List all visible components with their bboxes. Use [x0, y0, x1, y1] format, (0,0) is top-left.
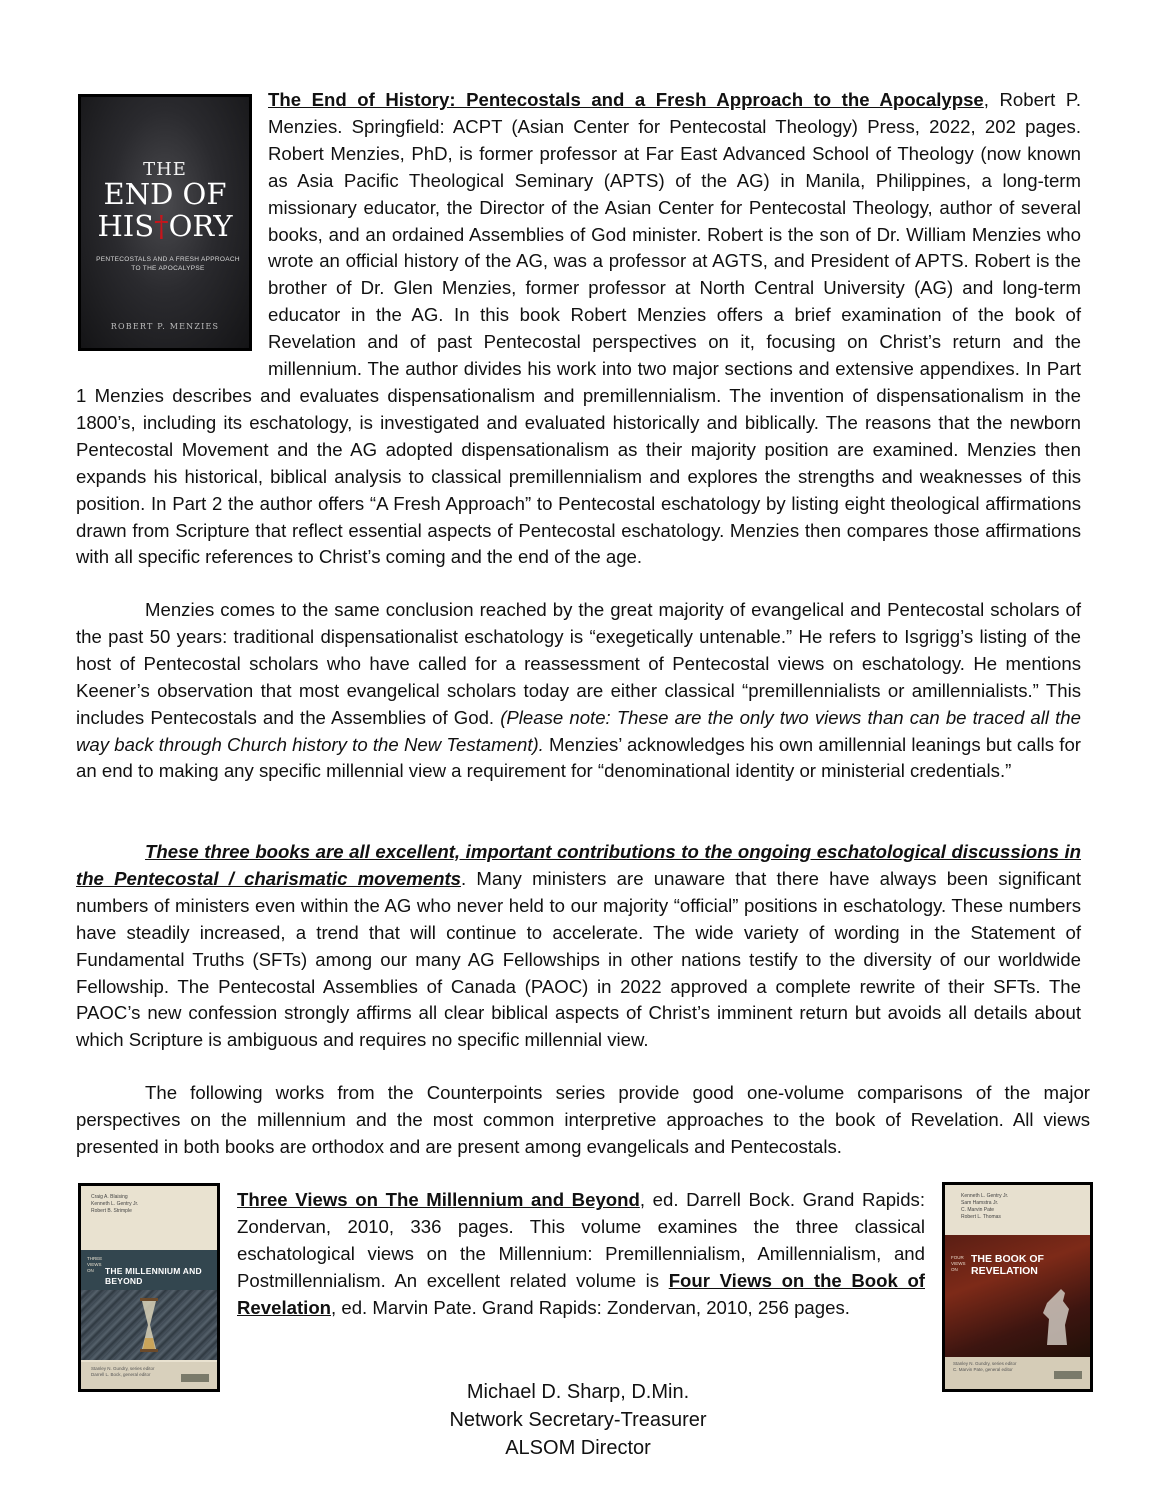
- horse-icon: [1035, 1285, 1075, 1345]
- signature-role2: ALSOM Director: [505, 1437, 651, 1459]
- cover-contributors: Craig A. Blaising Kenneth L. Gentry Jr. Robert B. Strimple: [91, 1194, 139, 1214]
- cover-editors: Stanley N. Gundry, series editor Darrell L. Bock, general editor: [91, 1366, 155, 1377]
- cover-series-label: FOUR VIEWS ON: [951, 1255, 966, 1272]
- summary-lead: These three books are all excellent, important contributions to the ongoing eschatological discussions in the Pentecostal / charismatic movements: [76, 841, 1081, 889]
- signature-name: Michael D. Sharp, D.Min.: [466, 1381, 690, 1403]
- book1-text: , Robert P. Menzies. Springfield: ACPT (Asian Center for Pentecostal Theology) Press, 2022, 202 pages. Robert Menzies, PhD, is former professor at Far East Advanced School of Theology (now known as Asia Pacific Theological Seminary (APTS) of the AG) in Manila, Philippines, a long-term missionary educator, the Director of the Asian Center for Pentecostal Theology, author of several books, and an ordained Assemblies of God minister. Robert is the son of Dr. William Menzies who wrote an official history of the AG, was a professor at AGTS, and President of APTS. Robert is the brother of Dr. Glen Menzies, former professor at North Central University (AG) and long-term educator in the AG. In this book Robert Menzies offers a brief examination of the book of Revelation and of past Pentecostal perspectives on it, focusing on Christ’s return and the millennium. The author divides his work into two major sections and extensive appendixes. In Part 1 Menzies describes and evaluates dispensationalism and premillennialism. The invention of dispensationalism in the 1800’s, including its eschatology, is investigated and evaluated historically and biblically. The reasons that the newborn Pentecostal Movement and the AG adopted dispensationalism as their majority position are examined. Menzies then expands his historical, biblical analysis to classical premillennialism and explores the strengths and weaknesses of this position. In Part 2 the author offers “A Fresh Approach” to Pentecostal eschatology by listing eight theological affirmations drawn from Scripture that reflect essential aspects of Pentecostal eschatology. Menzies then compares those affirmations with all specific references to Christ’s coming and the end of the age.: [76, 89, 1081, 568]
- signature-role: Network Secretary-Treasurer: [449, 1409, 707, 1431]
- conclusion-section: [76, 597, 1081, 785]
- book3-title: Four Views on the Book of Revelation: [237, 1269, 925, 1318]
- cover-editors: Stanley N. Gundry, series editor C. Marvin Pate, general editor: [953, 1361, 1017, 1372]
- cover-his: HIS: [97, 209, 155, 243]
- hourglass-icon: [139, 1298, 159, 1352]
- cover-float-spacer: [76, 87, 268, 358]
- summary-text: . Many ministers are unaware that there have always been significant numbers of ministers even within the AG who never held to our majority “official” positions in eschatology. These numbers have steadily increased, a trend that will continue to accelerate. The wide variety of wording in the Statement of Fundamental Truths (SFTs) among our many AG Fellowships in other nations testify to the diversity of our worldwide Fellowship. The Pentecostal Assemblies of Canada (PAOC) in 2022 approved a complete rewrite of their SFTs. The PAOC’s new confession strongly affirms all clear biblical aspects of Christ’s imminent return but avoids all details about which Scripture is ambiguous and requires no specific millennial view.: [76, 867, 1081, 1051]
- cover-title: THE BOOK OF REVELATION: [971, 1253, 1044, 1277]
- signature-block: [378, 1378, 778, 1462]
- counterpoints-paragraph: The following works from the Counterpoints series provide good one-volume comparisons of the major perspectives on the millennium and the most common interpretive approaches to the book of Revelation. All views presented in both books are orthodox and are present among evangelicals and Pentecostals.: [76, 1082, 1090, 1157]
- book2-title: Three Views on The Millennium and Beyond: [237, 1189, 640, 1210]
- cover-title: THE MILLENNIUM AND BEYOND: [105, 1266, 202, 1286]
- cover-contributors: Kenneth L. Gentry Jr. Sam Hamstra Jr. C. Marvin Pate Robert L. Thomas: [961, 1193, 1009, 1220]
- book-of-revelation-book-cover: [942, 1182, 1093, 1392]
- conclusion-paragraph: [76, 597, 1081, 785]
- counterpoints-section: [76, 1080, 1090, 1161]
- millennium-and-beyond-book-cover: [78, 1183, 220, 1392]
- book1-review: [76, 87, 1081, 571]
- cover-author: ROBERT P. MENZIES: [110, 322, 220, 331]
- summary-section: [76, 839, 1081, 1054]
- counterpoints-logo: [1054, 1371, 1082, 1379]
- conclusion-text-a: Menzies comes to the same conclusion reached by the great majority of evangelical and Pentecostal scholars of the past 50 years: traditional dispensationalist eschatology is “exegetically untenable.” He refers to Isgrigg’s listing of the host of Pentecostal scholars who have called for a reassessment of Pentecostal views on eschatology. He mentions Keener’s observation that most evangelical scholars today are either classical “premillennialists or amillennialists.” This includes Pentecostals and the Assemblies of God.: [76, 599, 1081, 728]
- book2-review: [237, 1187, 925, 1322]
- conclusion-text-b: Menzies’ acknowledges his own amillennial leanings but calls for an end to making any specific millennial view a requirement for “denominational identity or ministerial credentials.”: [76, 733, 1081, 782]
- cover-the: THE: [143, 159, 187, 180]
- cover-subtitle: PENTECOSTALS AND A FRESH APPROACH TO THE APOCALYPSE: [96, 256, 240, 272]
- cover-ory: ORY: [168, 209, 233, 243]
- book2-text-a: , ed. Darrell Bock. Grand Rapids: Zondervan, 2010, 336 pages. This volume examines the three classical eschatological views on the Millennium: Premillennialism, Amillennialism, and Postmillennialism. An excellent related volume is: [237, 1189, 925, 1291]
- book2-paragraph: [237, 1187, 925, 1322]
- book2-text-b: , ed. Marvin Pate. Grand Rapids: Zondervan, 2010, 256 pages.: [331, 1296, 850, 1318]
- book1-title: The End of History: Pentecostals and a Fresh Approach to the Apocalypse: [268, 89, 984, 110]
- counterpoints-logo: [181, 1374, 209, 1382]
- cross-icon: †: [154, 209, 169, 243]
- cover-series-label: THREE VIEWS ON: [87, 1256, 103, 1273]
- conclusion-note: (Please note: These are the only two views than can be traced all the way back through Church history to the New Testament).: [76, 706, 1081, 755]
- summary-paragraph: [76, 839, 1081, 1054]
- cover-end-of: END OF: [103, 177, 227, 211]
